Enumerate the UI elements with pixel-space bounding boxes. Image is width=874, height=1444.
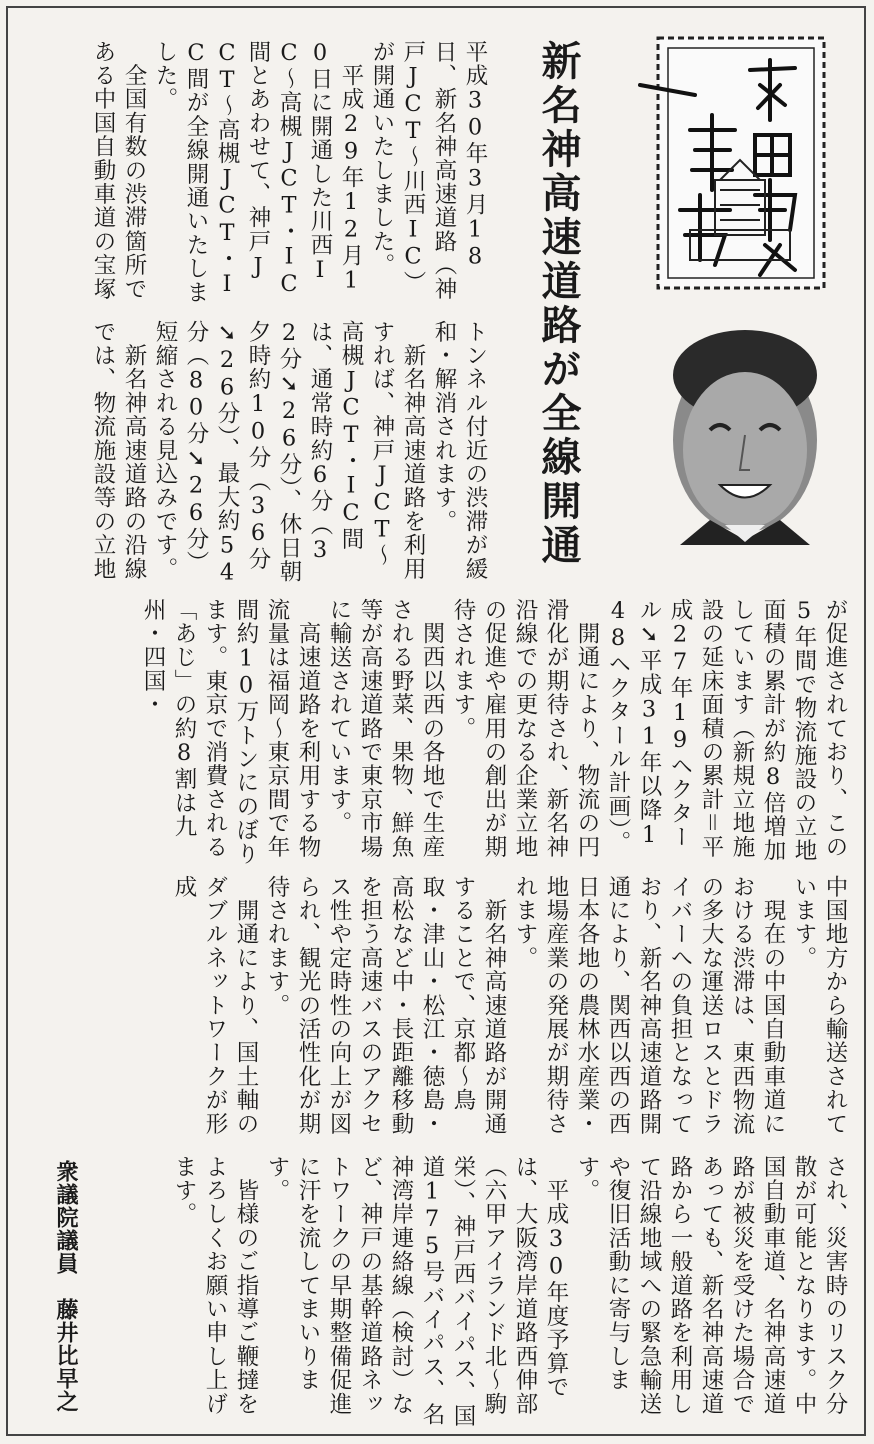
article-column-1-lower: トンネル付近の渋滞が緩和・解消されます。 新名神高速道路を利用すれば、神戸JCT〜高槻JCT・IC間は、通常時約6分（32分➘26分）、休日朝夕時約10分（36分➘26分）、最大約54分（80分➘26分）短縮される見込みです。 新名神高速道路の沿線では、物流施設等の立地	[90, 320, 488, 587]
portrait-photo	[640, 320, 845, 545]
article-column-1-upper: 平成30年3月18日、新名神高速道路（神戸JCT〜川西IC）が開通いたしました。 平成29年12月10日に開通した川西IC〜高槻JCT・IC間とあわせて、神戸JCT〜高槻JCT・IC間が全線開通いたしました。 全国有数の渋滞箇所である中国自動車道の宝塚	[90, 40, 488, 305]
stamp-logo	[620, 30, 830, 295]
article-column-3: 中国地方から輸送されています。 現在の中国自動車道における渋滞は、東西物流の多大な運送ロスとドライバーへの負担となっており、新名神高速道路開通により、関西以西の西日本各地の農林水産業・地場産業の発展が期待されます。 新名神高速道路が開通することで、京都〜鳥取・津山・松江・徳島・高松など中・長距離移動を担う高速バスのアクセス性や定時性の向上が図られ、観光の活性化が期待されます。 開通により、国土軸のダブルネットワークが形成	[171, 875, 848, 1136]
article-column-2: が促進されており、この5年間で物流施設の立地面積の累計が約8倍増加しています（新規立地施設の延床面積の累計＝平成27年19ヘクタール➘平成31年以降148ヘクタール計画）。 開通により、物流の円滑化が期待され、新名神沿線での更なる企業立地の促進や雇用の創出が期待されます。 関西以西の各地で生産される野菜、果物、鮮魚等が高速道路で東京市場に輸送されています。 高速道路を利用する物流量は福岡〜東京間で年間約10万トンにのぼります。東京で消費される「あじ」の約8割は九州・四国・	[140, 598, 848, 866]
author-signature: 衆議院議員 藤井比早之	[53, 1160, 78, 1413]
headline: 新名神高速道路が全線開通	[535, 40, 581, 568]
article-column-4: され、災害時のリスク分散が可能となります。中国自動車道、名神高速道路が被災を受けた場合であっても、新名神高速道路から一般道路を利用して沿線地域への緊急輸送や復旧活動に寄与します。 平成30年度予算では、大阪湾岸道路西伸部（六甲アイランド北〜駒栄）、神戸西バイパス、国道175号バイパス、名神湾岸連絡線（検討）など、神戸の基幹道路ネットワークの早期整備促進に汗を流してまいります。 皆様のご指導ご鞭撻をよろしくお願い申し上げます。	[171, 1155, 848, 1429]
